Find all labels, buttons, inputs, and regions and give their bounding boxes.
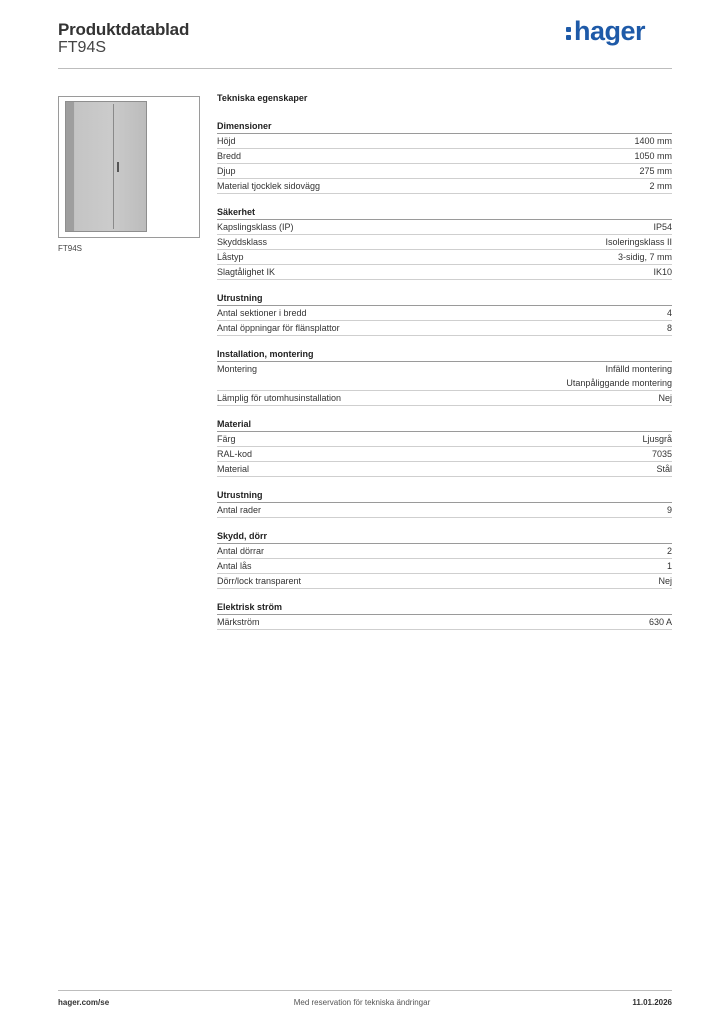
spec-row <box>217 179 672 194</box>
spec-group-title: Installation, montering <box>217 347 672 362</box>
spec-row <box>217 164 672 179</box>
spec-value: 9 <box>666 505 672 515</box>
cabinet-handle-icon <box>117 162 119 172</box>
spec-group-title: Skydd, dörr <box>217 529 672 544</box>
spec-row <box>217 362 672 391</box>
spec-group <box>217 205 672 280</box>
spec-group <box>217 119 672 194</box>
spec-value: 8 <box>666 323 672 333</box>
spec-group <box>217 488 672 518</box>
spec-value: Isoleringsklass II <box>605 237 672 247</box>
spec-value-line: Utanpåliggande montering <box>566 378 672 388</box>
spec-group-title: Dimensioner <box>217 119 672 134</box>
header-divider <box>58 68 672 69</box>
spec-group <box>217 347 672 406</box>
product-image <box>58 96 200 238</box>
spec-row <box>217 265 672 280</box>
spec-label: Antal lås <box>217 561 252 571</box>
spec-row <box>217 432 672 447</box>
spec-value: 1 <box>666 561 672 571</box>
spec-value: 1400 mm <box>634 136 672 146</box>
spec-label: Höjd <box>217 136 236 146</box>
spec-row <box>217 391 672 406</box>
spec-group <box>217 417 672 477</box>
spec-label: Färg <box>217 434 236 444</box>
document-title: Produktdatablad <box>58 20 190 39</box>
spec-label: Material tjocklek sidovägg <box>217 181 321 191</box>
spec-label: Antal öppningar för flänsplattor <box>217 323 340 333</box>
product-code: FT94S <box>58 39 107 56</box>
spec-label: Kapslingsklass (IP) <box>217 222 294 232</box>
spec-label: Antal sektioner i bredd <box>217 308 307 318</box>
spec-value: Ljusgrå <box>642 434 672 444</box>
spec-value: Nej <box>658 576 672 586</box>
cabinet-side <box>66 102 74 231</box>
spec-label: RAL-kod <box>217 449 253 459</box>
spec-label: Material <box>217 464 250 474</box>
spec-group <box>217 291 672 336</box>
spec-group-title: Säkerhet <box>217 205 672 220</box>
spec-row <box>217 559 672 574</box>
footer-divider <box>58 990 672 991</box>
spec-value: 275 mm <box>639 166 672 176</box>
spec-value: Stål <box>656 464 672 474</box>
cabinet-illustration <box>65 101 147 232</box>
footer-date: 11.01.2026 <box>632 998 672 1007</box>
spec-label: Låstyp <box>217 252 244 262</box>
spec-group-title: Utrustning <box>217 488 672 503</box>
logo-dots-icon <box>566 25 572 41</box>
spec-row <box>217 306 672 321</box>
spec-row <box>217 149 672 164</box>
spec-value: 4 <box>666 308 672 318</box>
logo-text: hager <box>574 16 646 46</box>
spec-label: Märkström <box>217 617 260 627</box>
spec-group <box>217 529 672 589</box>
hager-logo <box>566 16 645 47</box>
spec-label: Montering <box>217 364 258 374</box>
spec-value-line: Infälld montering <box>605 364 672 374</box>
spec-row <box>217 503 672 518</box>
spec-row <box>217 220 672 235</box>
spec-value: 3-sidig, 7 mm <box>617 252 672 262</box>
specifications-heading: Tekniska egenskaper <box>217 93 308 103</box>
spec-value: Nej <box>658 393 672 403</box>
spec-label: Antal dörrar <box>217 546 265 556</box>
spec-row <box>217 574 672 589</box>
spec-label: Skyddsklass <box>217 237 268 247</box>
spec-row <box>217 447 672 462</box>
product-image-caption: FT94S <box>58 244 83 253</box>
spec-value: 2 <box>666 546 672 556</box>
spec-label: Lämplig för utomhusinstallation <box>217 393 342 403</box>
spec-label: Dörr/lock transparent <box>217 576 302 586</box>
spec-row <box>217 544 672 559</box>
spec-row <box>217 250 672 265</box>
spec-value: 1050 mm <box>634 151 672 161</box>
spec-group-title: Material <box>217 417 672 432</box>
spec-row <box>217 615 672 630</box>
spec-group-title: Utrustning <box>217 291 672 306</box>
footer-disclaimer: Med reservation för tekniska ändringar <box>293 998 431 1007</box>
spec-group <box>217 600 672 630</box>
spec-groups <box>217 119 672 630</box>
spec-value: 630 A <box>648 617 672 627</box>
spec-row <box>217 235 672 250</box>
spec-value: IP54 <box>653 222 672 232</box>
spec-label: Djup <box>217 166 236 176</box>
spec-label: Slagtålighet IK <box>217 267 276 277</box>
cabinet-door-split <box>113 104 114 229</box>
spec-value <box>566 362 672 390</box>
spec-value: 2 mm <box>649 181 672 191</box>
spec-value: IK10 <box>653 267 672 277</box>
spec-label: Antal rader <box>217 505 262 515</box>
spec-row <box>217 321 672 336</box>
spec-row <box>217 134 672 149</box>
footer-website[interactable]: hager.com/se <box>58 998 110 1007</box>
spec-group-title: Elektrisk ström <box>217 600 672 615</box>
spec-value: 7035 <box>651 449 672 459</box>
spec-row <box>217 462 672 477</box>
specifications <box>217 92 672 641</box>
spec-label: Bredd <box>217 151 242 161</box>
